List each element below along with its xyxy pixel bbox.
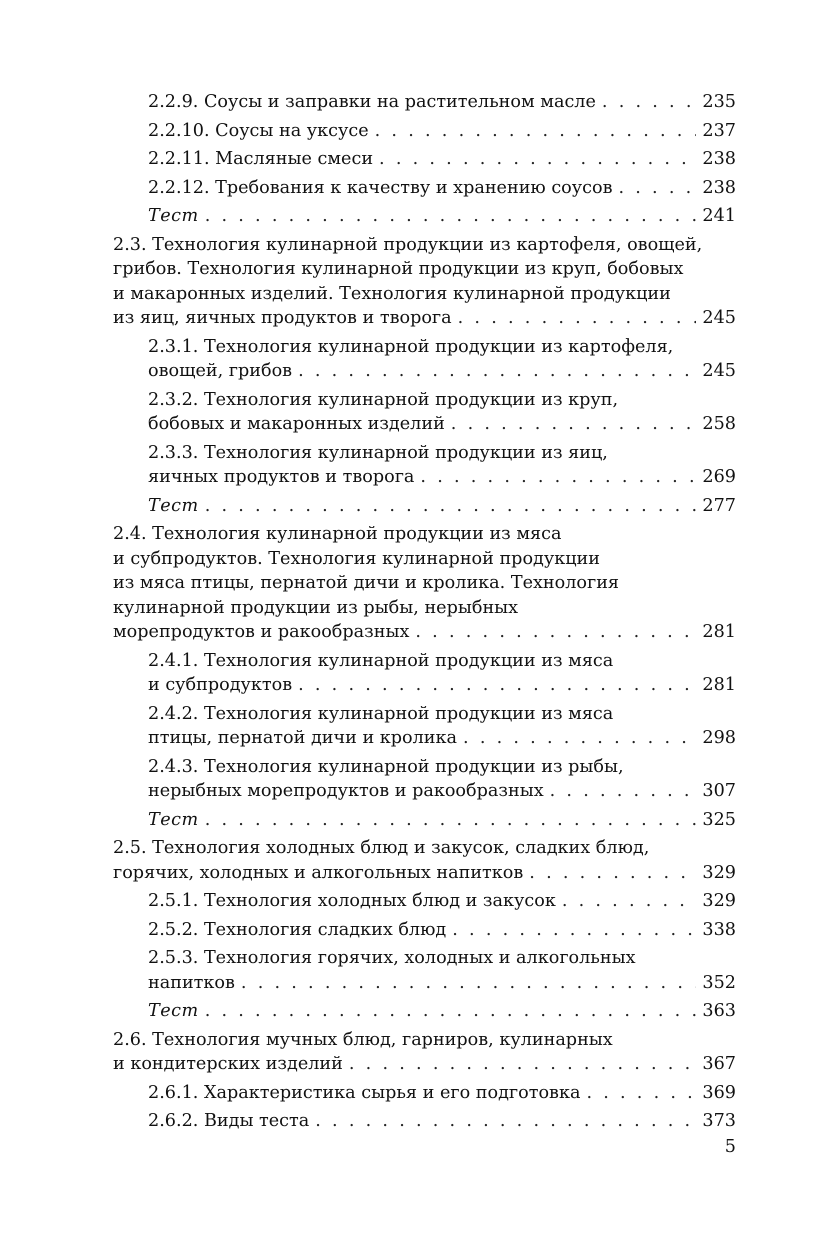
toc-entry-title-line: 2.3.2. Технология кулинарной продукции из круп, xyxy=(148,389,619,410)
toc-page-number: 325 xyxy=(702,809,736,830)
toc-test-entry xyxy=(113,999,736,1024)
dot-leader xyxy=(562,889,697,914)
toc-page-number: 329 xyxy=(702,862,736,883)
toc-subsection-entry xyxy=(113,147,736,172)
toc-entry-title-line: 2.3.3. Технология кулинарной продукции из яиц, xyxy=(148,442,608,463)
dot-leader xyxy=(586,1081,696,1106)
toc-entry-title-line: 2.6. Технология мучных блюд, гарниров, кулинарных xyxy=(113,1029,613,1050)
dot-leader xyxy=(241,971,697,996)
toc-entry-title-line: 2.5.3. Технология горячих, холодных и алкогольных xyxy=(148,948,636,968)
toc-subsection-entry xyxy=(113,702,736,751)
toc-entry-title-line: 2.5. Технология холодных блюд и закусок, сладких блюд, xyxy=(113,838,650,858)
toc-entry-row xyxy=(148,204,736,229)
toc-subsection-entry xyxy=(113,441,736,490)
dot-leader xyxy=(205,808,697,833)
toc-page-number: 245 xyxy=(702,361,736,381)
toc-entry-row xyxy=(148,176,736,201)
dot-leader xyxy=(458,306,697,331)
toc-entry-title-line: 2.5.1. Технология холодных блюд и закусок xyxy=(148,891,556,911)
toc-page-number: 363 xyxy=(702,1001,736,1021)
page-number: 5 xyxy=(724,1137,736,1157)
toc-entry-title-line: из яиц, яичных продуктов и творога xyxy=(113,308,452,328)
toc-entry-title-line: и макаронных изделий. Технология кулинарной продукции xyxy=(113,283,671,304)
toc-page-number: 258 xyxy=(702,414,736,434)
toc-entry-title-line: 2.6.2. Виды теста xyxy=(148,1111,310,1131)
dot-leader xyxy=(451,412,697,437)
toc-entry-row xyxy=(113,620,736,645)
toc-page-number: 352 xyxy=(702,972,736,993)
toc-page-number: 298 xyxy=(702,728,736,748)
toc-entry-title-line: 2.4.3. Технология кулинарной продукции из рыбы, xyxy=(148,756,624,777)
toc-page-number: 237 xyxy=(702,120,736,141)
toc-entry-title-line: 2.4.2. Технология кулинарной продукции из мяса xyxy=(148,703,614,724)
toc-page-number: 235 xyxy=(702,92,736,112)
dot-leader xyxy=(452,918,696,943)
toc-entry-title-line: 2.2.10. Соусы на уксусе xyxy=(148,120,369,141)
toc-entry-title-line: 2.2.9. Соусы и заправки на растительном масле xyxy=(148,92,596,112)
dot-leader xyxy=(420,465,696,490)
toc-entry-row xyxy=(113,306,736,331)
toc-entry-row xyxy=(148,1109,736,1134)
toc-subsection-entry xyxy=(113,335,736,384)
toc-entry-row xyxy=(148,412,736,437)
toc-entry-row xyxy=(148,1081,736,1106)
toc-entry-title-line: 2.3.1. Технология кулинарной продукции из картофеля, xyxy=(148,336,674,357)
dot-leader xyxy=(205,204,697,229)
toc-page-number: 369 xyxy=(702,1082,736,1103)
toc-page-number: 277 xyxy=(702,495,736,516)
toc-page-number: 238 xyxy=(702,177,736,198)
toc-entry-row xyxy=(148,90,736,115)
toc-page-number: 269 xyxy=(702,467,736,487)
toc-entry-row xyxy=(113,1052,736,1077)
toc-page-number: 241 xyxy=(702,206,736,226)
toc-subsection-entry xyxy=(113,388,736,437)
toc-entry-title-line: 2.3. Технология кулинарной продукции из картофеля, овощей, xyxy=(113,234,703,255)
toc-page-number: 329 xyxy=(702,891,736,911)
toc-entry-title-line: и кондитерских изделий xyxy=(113,1054,343,1074)
toc-entry-title-line: 2.2.12. Требования к качеству и хранению соусов xyxy=(148,177,613,198)
dot-leader xyxy=(349,1052,697,1077)
toc-entry-title-line: 2.5.2. Технология сладких блюд xyxy=(148,919,447,940)
toc-subsection-entry xyxy=(113,918,736,943)
toc-entry-title-line: 2.2.11. Масляные смеси xyxy=(148,149,374,169)
toc-entry-title-line: бобовых и макаронных изделий xyxy=(148,414,445,434)
toc-entry-row xyxy=(148,465,736,490)
toc-test-entry xyxy=(113,808,736,833)
toc-page-number: 307 xyxy=(702,781,736,801)
toc-entry-row xyxy=(148,494,736,519)
toc-entry-row xyxy=(148,359,736,384)
toc-entry-title-line: 2.4.1. Технология кулинарной продукции из мяса xyxy=(148,650,614,671)
toc-subsection-entry xyxy=(113,1081,736,1106)
toc-entry-row xyxy=(148,673,736,698)
toc-page-number: 373 xyxy=(702,1111,736,1131)
toc-entry-title-line: морепродуктов и ракообразных xyxy=(113,622,410,642)
toc-subsection-entry xyxy=(113,176,736,201)
toc-test-entry xyxy=(113,494,736,519)
toc-entry-title-line: и субпродуктов xyxy=(148,675,293,695)
toc-section-entry xyxy=(113,233,736,331)
toc-page-number: 367 xyxy=(702,1054,736,1074)
toc-subsection-entry xyxy=(113,889,736,914)
toc-entry-title-line: напитков xyxy=(148,972,235,993)
toc-entry-title-line: птицы, пернатой дичи и кролика xyxy=(148,728,458,748)
toc-entry-title-line: и субпродуктов. Технология кулинарной продукции xyxy=(113,548,600,569)
toc-entry-title-line: Тест xyxy=(148,495,199,516)
toc-page-number: 338 xyxy=(702,919,736,940)
table-of-contents xyxy=(113,90,736,1138)
toc-entry-row xyxy=(148,147,736,172)
toc-entry-title-line: 2.6.1. Характеристика сырья и его подготовка xyxy=(148,1082,581,1103)
toc-entry-row xyxy=(148,779,736,804)
dot-leader xyxy=(618,176,696,201)
toc-section-entry xyxy=(113,836,736,885)
toc-entry-title-line: из мяса птицы, пернатой дичи и кролика. Технология xyxy=(113,573,620,593)
dot-leader xyxy=(298,359,696,384)
dot-leader xyxy=(550,779,697,804)
toc-entry-row xyxy=(148,999,736,1024)
toc-entry-row xyxy=(113,861,736,886)
toc-entry-row xyxy=(148,808,736,833)
dot-leader xyxy=(463,726,696,751)
toc-entry-title-line: яичных продуктов и творога xyxy=(148,467,415,487)
toc-entry-title-line: овощей, грибов xyxy=(148,361,293,381)
toc-subsection-entry xyxy=(113,90,736,115)
toc-entry-row xyxy=(148,726,736,751)
dot-leader xyxy=(379,147,696,172)
dot-leader xyxy=(415,620,696,645)
dot-leader xyxy=(529,861,696,886)
toc-page-number: 238 xyxy=(702,149,736,169)
toc-entry-title-line: Тест xyxy=(148,809,199,830)
toc-subsection-entry xyxy=(113,946,736,995)
toc-test-entry xyxy=(113,204,736,229)
toc-entry-row xyxy=(148,889,736,914)
toc-entry-title-line: Тест xyxy=(148,206,199,226)
dot-leader xyxy=(375,119,697,144)
toc-entry-title-line: 2.4. Технология кулинарной продукции из мяса xyxy=(113,524,562,544)
toc-entry-row xyxy=(148,119,736,144)
toc-entry-row xyxy=(148,918,736,943)
toc-subsection-entry xyxy=(113,649,736,698)
toc-subsection-entry xyxy=(113,1109,736,1134)
toc-entry-title-line: Тест xyxy=(148,1001,199,1021)
toc-page-number: 281 xyxy=(702,675,736,695)
toc-entry-row xyxy=(148,971,736,996)
toc-section-entry xyxy=(113,522,736,645)
toc-entry-title-line: грибов. Технология кулинарной продукции из круп, бобовых xyxy=(113,259,684,279)
dot-leader xyxy=(298,673,696,698)
dot-leader xyxy=(602,90,697,115)
dot-leader xyxy=(205,494,697,519)
dot-leader xyxy=(205,999,697,1024)
toc-entry-title-line: кулинарной продукции из рыбы, нерыбных xyxy=(113,597,519,618)
toc-entry-title-line: нерыбных морепродуктов и ракообразных xyxy=(148,781,544,801)
toc-subsection-entry xyxy=(113,755,736,804)
dot-leader xyxy=(315,1109,696,1134)
toc-page-number: 245 xyxy=(702,308,736,328)
toc-page-number: 281 xyxy=(702,622,736,642)
toc-entry-title-line: горячих, холодных и алкогольных напитков xyxy=(113,862,524,883)
toc-subsection-entry xyxy=(113,119,736,144)
toc-section-entry xyxy=(113,1028,736,1077)
